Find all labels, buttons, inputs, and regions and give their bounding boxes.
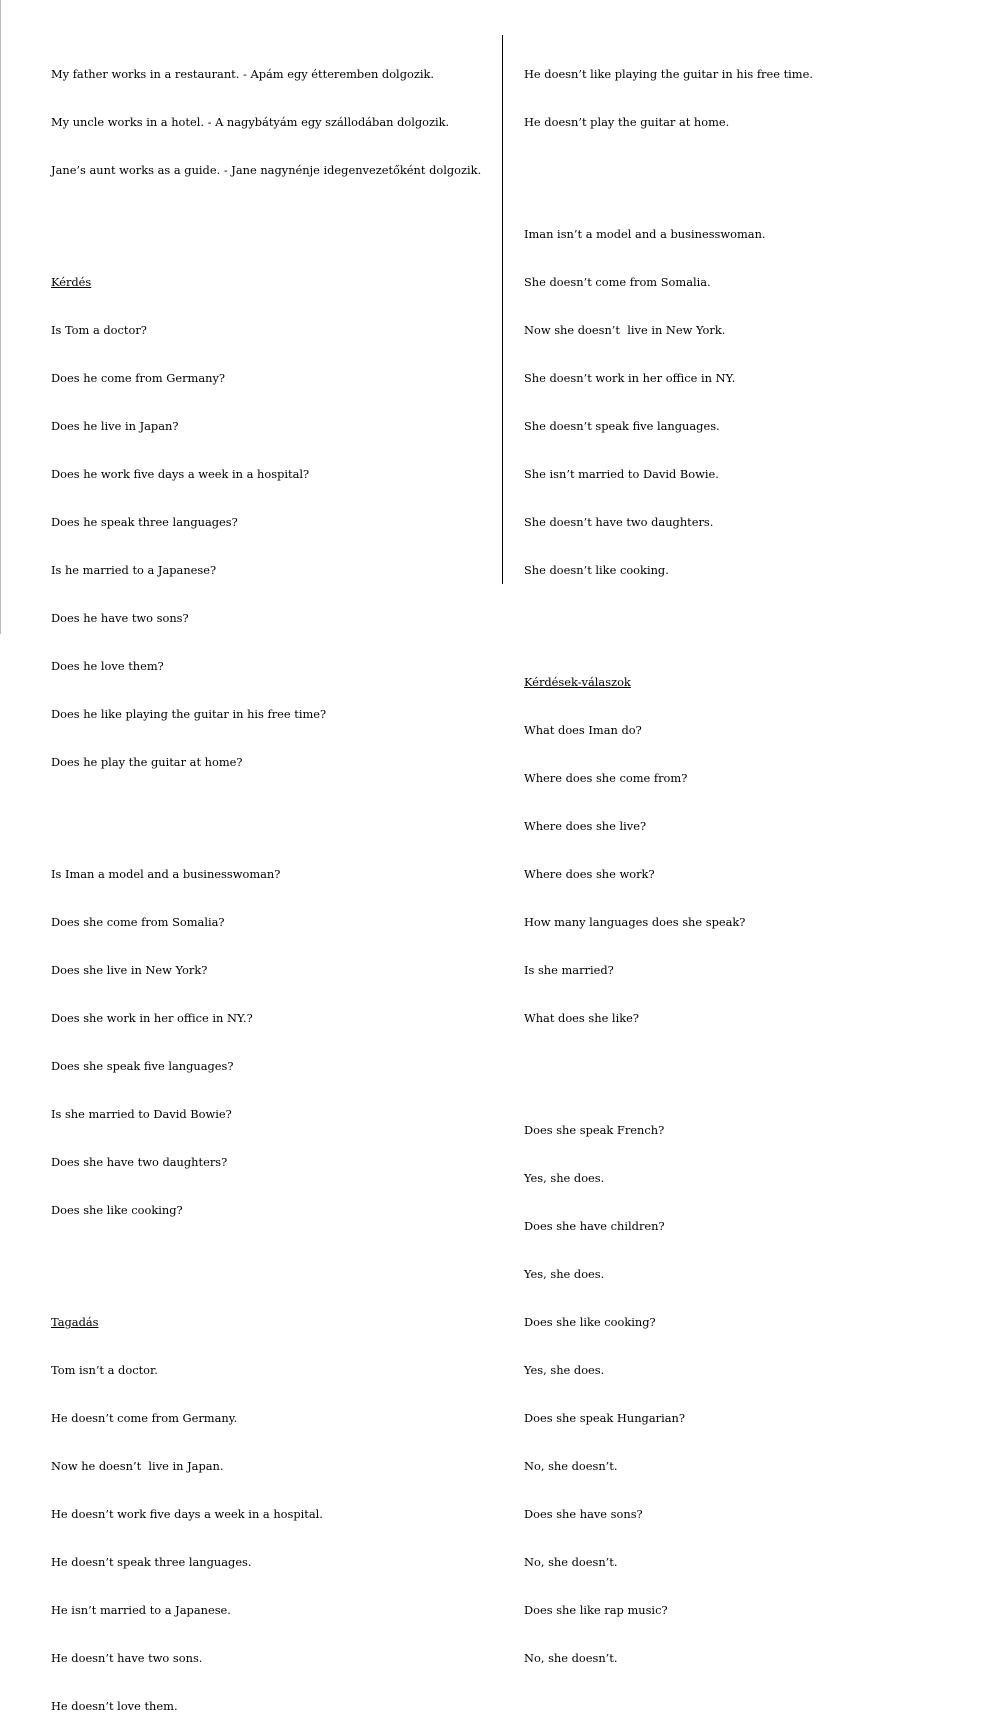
question-line: Does she like cooking?	[51, 1203, 183, 1217]
intro-line: My father works in a restaurant. - Apám egy étteremben dolgozik.	[51, 67, 435, 81]
question-line: Is Iman a model and a businesswoman?	[51, 867, 281, 881]
questions-heading: Kérdés	[51, 275, 92, 289]
blank-line	[51, 802, 496, 818]
left-column	[51, 34, 496, 1730]
blank-line	[524, 162, 994, 178]
intro-line: My uncle works in a hotel. - A nagybátyám egy szállodában dolgozik.	[51, 115, 450, 129]
negation-line: He doesn’t work five days a week in a hospital.	[51, 1507, 323, 1521]
question-line: Does she speak five languages?	[51, 1059, 234, 1073]
wh-question-line: Where does she come from?	[524, 771, 688, 785]
negation-line: She isn’t married to David Bowie.	[524, 467, 719, 481]
blank-line	[51, 1250, 496, 1266]
question-line: Does she work in her office in NY.?	[51, 1011, 253, 1025]
question-line: Is he married to a Japanese?	[51, 563, 217, 577]
negation-line: She doesn’t work in her office in NY.	[524, 371, 736, 385]
wh-question-line: How many languages does she speak?	[524, 915, 746, 929]
wh-question-line: Where does she live?	[524, 819, 647, 833]
negation-line: Now he doesn’t live in Japan.	[51, 1459, 224, 1473]
page-left-edge	[0, 0, 1, 634]
negation-line: He doesn’t speak three languages.	[51, 1555, 252, 1569]
negation-line: She doesn’t come from Somalia.	[524, 275, 711, 289]
short-answer: Yes, she does.	[524, 1171, 605, 1185]
yes-no-question: Does she like rap music?	[524, 1603, 668, 1617]
wh-question-line: Where does she work?	[524, 867, 655, 881]
short-answer: No, she doesn’t.	[524, 1651, 618, 1665]
question-line: Does he come from Germany?	[51, 371, 225, 385]
question-line: Does she have two daughters?	[51, 1155, 228, 1169]
question-line: Does he live in Japan?	[51, 419, 179, 433]
intro-line: Jane’s aunt works as a guide. - Jane nagynénje idegenvezetőként dolgozik.	[51, 163, 482, 177]
question-line: Does he play the guitar at home?	[51, 755, 243, 769]
negation-line: Now she doesn’t live in New York.	[524, 323, 726, 337]
question-line: Is she married to David Bowie?	[51, 1107, 232, 1121]
qa-heading: Kérdések-válaszok	[524, 675, 631, 689]
question-line: Does he like playing the guitar in his free time?	[51, 707, 327, 721]
blank-line	[51, 210, 496, 226]
question-line: Does he work five days a week in a hospital?	[51, 467, 310, 481]
short-answer: Yes, she does.	[524, 1363, 605, 1377]
short-answer: No, she doesn’t.	[524, 1555, 618, 1569]
wh-question-line: Is she married?	[524, 963, 614, 977]
negation-line: He doesn’t like playing the guitar in his free time.	[524, 67, 813, 81]
column-divider	[502, 35, 503, 584]
negation-line: She doesn’t like cooking.	[524, 563, 669, 577]
negation-line: She doesn’t speak five languages.	[524, 419, 720, 433]
yes-no-question: Does she speak Hungarian?	[524, 1411, 685, 1425]
right-column	[524, 34, 994, 1682]
negation-line: He doesn’t play the guitar at home.	[524, 115, 730, 129]
negation-line: He doesn’t love them.	[51, 1699, 178, 1713]
short-answer: Yes, she does.	[524, 1267, 605, 1281]
negation-line: Iman isn’t a model and a businesswoman.	[524, 227, 766, 241]
question-line: Does he love them?	[51, 659, 164, 673]
yes-no-question: Does she like cooking?	[524, 1315, 656, 1329]
negation-line: He doesn’t come from Germany.	[51, 1411, 238, 1425]
blank-line	[524, 610, 994, 626]
blank-line	[524, 1058, 994, 1074]
negation-heading: Tagadás	[51, 1315, 99, 1329]
negation-line: He doesn’t have two sons.	[51, 1651, 203, 1665]
yes-no-question: Does she have children?	[524, 1219, 665, 1233]
question-line: Does he have two sons?	[51, 611, 189, 625]
negation-line: She doesn’t have two daughters.	[524, 515, 714, 529]
question-line: Is Tom a doctor?	[51, 323, 147, 337]
short-answer: No, she doesn’t.	[524, 1459, 618, 1473]
wh-question-line: What does she like?	[524, 1011, 639, 1025]
yes-no-question: Does she speak French?	[524, 1123, 665, 1137]
yes-no-question: Does she have sons?	[524, 1507, 643, 1521]
negation-line: Tom isn’t a doctor.	[51, 1363, 158, 1377]
wh-question-line: What does Iman do?	[524, 723, 642, 737]
question-line: Does she live in New York?	[51, 963, 208, 977]
question-line: Does he speak three languages?	[51, 515, 238, 529]
negation-line: He isn’t married to a Japanese.	[51, 1603, 231, 1617]
question-line: Does she come from Somalia?	[51, 915, 225, 929]
